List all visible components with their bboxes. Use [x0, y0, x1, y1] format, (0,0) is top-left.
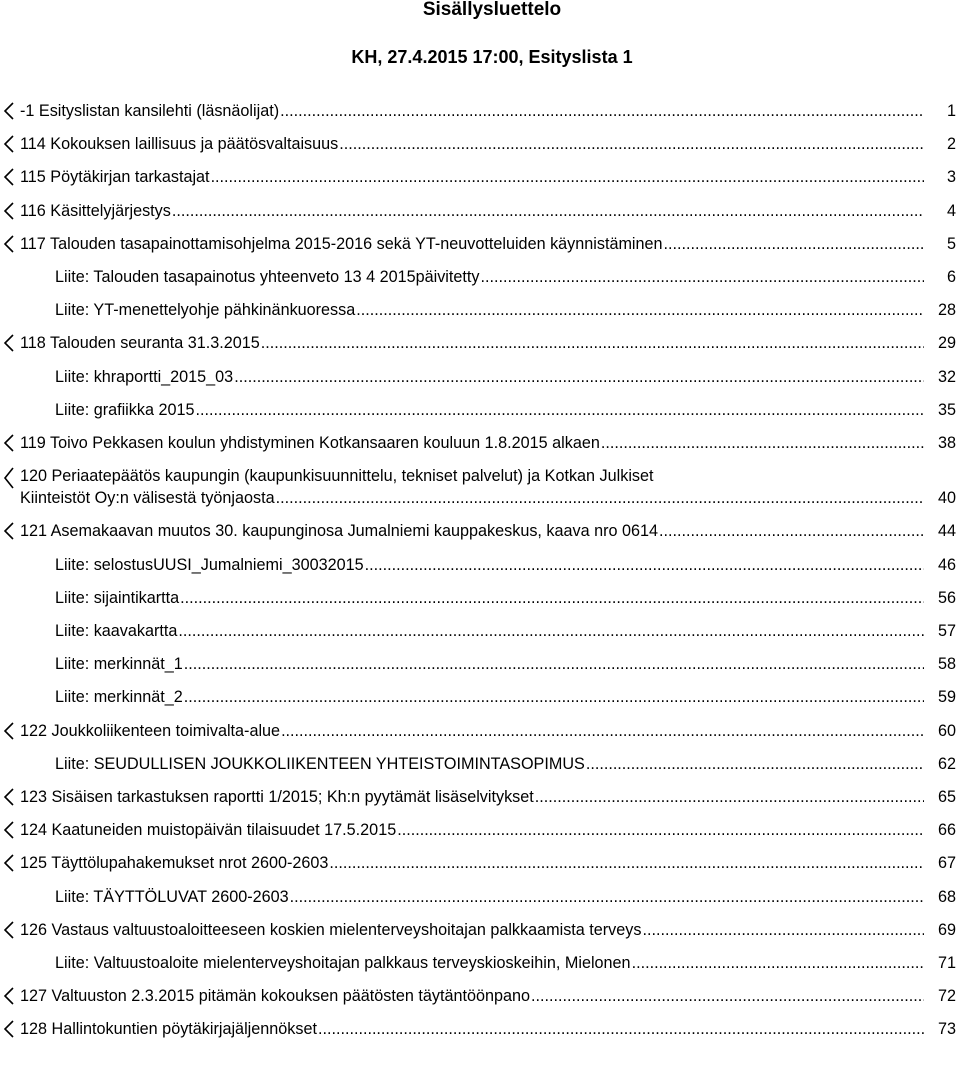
dot-leader: [328, 853, 924, 873]
toc-entry-title: 116 Käsittelyjärjestys: [20, 201, 171, 220]
toc-entry-title: Liite: Talouden tasapainotus yhteenveto 13 4 2015päivitetty: [55, 268, 480, 286]
toc-entry-title: 115 Pöytäkirjan tarkastajat: [20, 168, 210, 187]
dot-leader: [355, 300, 924, 320]
toc-entry-title: Liite: merkinnät_1: [55, 655, 183, 674]
toc-page-number: 40: [937, 489, 956, 508]
dot-leader: [183, 654, 924, 674]
toc-entry-title: Liite: YT-menettelyohje pähkinänkuoressa: [55, 301, 356, 320]
toc-page-number: 62: [937, 754, 956, 773]
toc-page-number: 6: [946, 268, 956, 286]
toc-entry-title: 122 Joukkoliikenteen toimivalta-alue: [20, 721, 281, 740]
toc-entry-title: 118 Talouden seuranta 31.3.2015: [20, 334, 260, 353]
toc-page-number: 59: [937, 688, 956, 707]
toc-page-number: 67: [937, 854, 956, 873]
toc-entry-title-continued: Kiinteistöt Oy:n välisestä työnjaosta: [20, 489, 275, 508]
dot-leader: [631, 953, 924, 973]
dot-leader: [641, 920, 924, 940]
dot-leader: [534, 787, 924, 807]
toc-entry-title: 128 Hallintokuntien pöytäkirjajäljennökset: [20, 1020, 317, 1039]
toc-page-number: 5: [946, 234, 956, 253]
toc-page-number: 68: [937, 887, 956, 906]
toc-page-number: 35: [937, 400, 956, 419]
toc-entry-title: Liite: Valtuustoaloite mielenterveyshoitajan palkkaus terveyskioskeihin, Mielonen: [55, 954, 631, 972]
dot-leader: [530, 986, 924, 1006]
toc-page-number: 28: [937, 301, 956, 320]
toc-page-number: 29: [937, 334, 956, 353]
dot-leader: [663, 234, 924, 254]
toc-page-number: 66: [937, 821, 956, 840]
toc-page-number: 56: [937, 588, 956, 607]
toc-entry-title: 117 Talouden tasapainottamisohjelma 2015-2016 sekä YT-neuvotteluiden käynnistäminen: [20, 234, 663, 253]
toc-entry-title: -1 Esityslistan kansilehti (läsnäolijat): [20, 102, 280, 120]
dot-leader: [183, 687, 924, 707]
toc-page-number: 72: [937, 987, 956, 1006]
toc-entry-title: 120 Periaatepäätös kaupungin (kaupunkisuunnittelu, tekniset palvelut) ja Kotkan Julkiset: [20, 467, 654, 486]
dot-leader: [233, 367, 924, 387]
toc-page-number: 58: [937, 655, 956, 674]
dot-leader: [338, 134, 924, 154]
dot-leader: [260, 333, 924, 353]
toc-page-number: 32: [937, 367, 956, 386]
toc-entry-title: Liite: SEUDULLISEN JOUKKOLIIKENTEEN YHTEISTOIMINTASOPIMUS: [55, 754, 585, 773]
dot-leader: [280, 721, 924, 741]
dot-leader: [194, 400, 924, 420]
toc-entry-title: 126 Vastaus valtuustoaloitteeseen koskien mielenterveyshoitajan palkkaamista terveys: [20, 920, 642, 939]
toc-page-number: 2: [946, 135, 956, 154]
dot-leader: [480, 267, 925, 287]
toc-entry-title: Liite: sijaintikartta: [55, 588, 180, 607]
dot-leader: [171, 201, 924, 221]
toc-entry-title: 121 Asemakaavan muutos 30. kaupunginosa Jumalniemi kauppakeskus, kaava nro 0614: [20, 522, 659, 541]
dot-leader: [364, 555, 924, 575]
toc-entry-title: 119 Toivo Pekkasen koulun yhdistyminen Kotkansaaren kouluun 1.8.2015 alkaen: [20, 434, 600, 452]
toc-entry-title: Liite: TÄYTTÖLUVAT 2600-2603: [55, 887, 289, 906]
toc-page-number: 65: [937, 788, 956, 806]
dot-leader: [585, 754, 924, 774]
dot-leader: [317, 1019, 924, 1039]
dot-leader: [179, 588, 924, 608]
toc-page-number: 69: [937, 920, 956, 939]
toc-entry-title: Liite: kaavakartta: [55, 622, 178, 640]
toc-entry-title: 125 Täyttölupahakemukset nrot 2600-2603: [20, 854, 329, 873]
dot-leader: [396, 820, 924, 840]
dot-leader: [600, 433, 924, 453]
toc-entry-title: 124 Kaatuneiden muistopäivän tilaisuudet 17.5.2015: [20, 821, 397, 840]
dot-leader: [658, 521, 924, 541]
page-title: Sisällysluettelo: [422, 0, 562, 20]
toc-page-number: 71: [937, 954, 956, 972]
toc-page-number: 4: [946, 201, 956, 220]
meeting-subtitle: KH, 27.4.2015 17:00, Esityslista 1: [351, 47, 633, 67]
toc-entry-title: 114 Kokouksen laillisuus ja päätösvaltaisuus: [20, 135, 339, 154]
toc-entry-title: Liite: merkinnät_2: [55, 688, 183, 707]
toc-page-number: 60: [937, 721, 956, 740]
toc-page-number: 1: [946, 102, 956, 120]
toc-page-number: 44: [937, 522, 956, 541]
toc-page-number: 57: [937, 622, 956, 640]
toc-entry-title: Liite: grafiikka 2015: [55, 400, 195, 419]
dot-leader: [177, 621, 924, 641]
dot-leader: [210, 167, 924, 187]
toc-page-number: 3: [946, 168, 956, 187]
dot-leader: [279, 101, 924, 121]
toc-entry-title: Liite: khraportti_2015_03: [55, 367, 234, 386]
toc-entry-title: 127 Valtuuston 2.3.2015 pitämän kokouksen päätösten täytäntöönpano: [20, 987, 530, 1006]
toc-entry-title: 123 Sisäisen tarkastuksen raportti 1/2015; Kh:n pyytämät lisäselvitykset: [20, 788, 534, 806]
toc-page-number: 38: [937, 434, 956, 452]
toc-entry-title: Liite: selostusUUSI_Jumalniemi_30032015: [55, 555, 364, 574]
toc-page-number: 46: [937, 555, 956, 574]
dot-leader: [289, 887, 924, 907]
dot-leader: [275, 488, 924, 508]
toc-page-number: 73: [937, 1020, 956, 1039]
